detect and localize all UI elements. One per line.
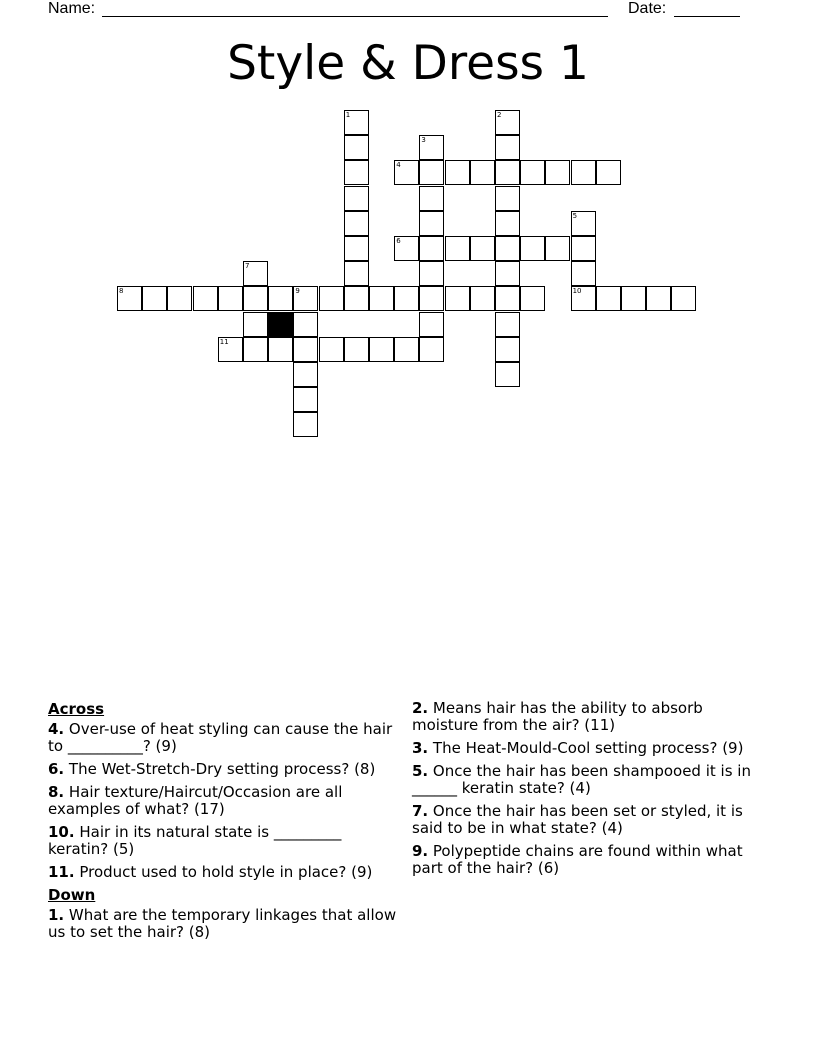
crossword-cell[interactable] [520,160,545,185]
clue-number: 1 [345,111,351,119]
down-clue [412,763,762,797]
crossword-block [268,312,293,337]
crossword-cell[interactable] [495,211,520,236]
crossword-cell[interactable] [268,286,293,311]
clue-number: 6 [396,237,401,245]
clue-text: Means hair has the ability to absorb moisture from the air? (11) [412,699,703,734]
name-label: Name: [48,0,96,17]
crossword-cell[interactable] [545,236,570,261]
clue-text: What are the temporary linkages that allow us to set the hair? (8) [48,906,397,941]
clue-number: 3 [421,136,426,145]
clue-number: 9 [295,287,300,296]
clue-number: 7 [245,262,250,271]
crossword-cell[interactable] [545,160,570,185]
clue-text: Hair in its natural state is _________ keratin? (5) [48,823,342,858]
crossword-cell[interactable] [470,236,495,261]
clue-number: 8 [119,287,124,296]
crossword-cell[interactable] [293,286,318,311]
crossword-cell[interactable] [470,160,495,185]
crossword-cell[interactable] [571,160,596,185]
crossword-cell[interactable] [495,135,520,160]
down-clue [48,907,398,941]
down-clue [412,843,762,877]
crossword-cell[interactable] [445,286,470,311]
clue-text: Polypeptide chains are found within what part of the hair? (6) [412,842,743,877]
down-clue-list-continued [412,700,762,877]
crossword-cell[interactable] [394,236,419,261]
crossword-cell[interactable] [369,337,394,362]
crossword-cell[interactable] [319,337,344,362]
clue-text: Once the hair has been set or styled, it is said to be in what state? (4) [412,802,743,837]
crossword-cell[interactable] [495,286,520,311]
crossword-cell[interactable] [243,337,268,362]
crossword-cell[interactable] [293,387,318,412]
crossword-cell[interactable] [419,236,444,261]
clue-num: 9. [412,842,429,860]
clue-text: Product used to hold style in place? (9) [74,863,373,881]
crossword-cell[interactable] [419,186,444,211]
crossword-cell[interactable] [344,160,369,185]
crossword-cell[interactable] [445,236,470,261]
crossword-cell[interactable] [571,236,596,261]
crossword-cell[interactable] [142,286,167,311]
across-clue [48,761,398,778]
crossword-cell[interactable] [671,286,696,311]
crossword-cell[interactable] [419,160,444,185]
clue-number: 4 [396,161,401,170]
clue-num: 4. [48,720,65,738]
down-clue [412,740,762,757]
date-label: Date: [628,0,667,17]
across-clue-list [48,721,398,881]
crossword-cell[interactable] [344,135,369,160]
crossword-cell[interactable] [470,286,495,311]
crossword-cell[interactable] [646,286,671,311]
crossword-cell[interactable] [369,286,394,311]
crossword-cell[interactable] [419,337,444,362]
crossword-cell[interactable] [419,312,444,337]
crossword-cell[interactable] [394,337,419,362]
across-heading: Across [48,700,105,718]
clue-num: 10. [48,823,75,841]
crossword-cell[interactable] [571,286,596,311]
down-clue [412,700,762,734]
crossword-cell[interactable] [293,362,318,387]
crossword-cell[interactable] [193,286,218,311]
clue-num: 1. [48,906,65,924]
crossword-cell[interactable] [495,186,520,211]
crossword-grid [0,0,816,460]
clue-number: 11 [219,337,229,346]
down-clue-list [48,907,398,941]
crossword-cell[interactable] [394,160,419,185]
clue-num: 2. [412,699,429,717]
crossword-cell[interactable] [495,110,520,135]
crossword-cell[interactable] [495,160,520,185]
clue-num: 5. [412,762,429,780]
clue-num: 11. [48,863,75,881]
crossword-cell[interactable] [293,337,318,362]
clue-num: 3. [412,739,429,757]
crossword-cell[interactable] [419,261,444,286]
page-title: Style & Dress 1 [227,36,589,91]
clue-text: Hair texture/Haircut/Occasion are all examples of what? (17) [48,783,343,818]
down-clue [412,803,762,837]
clue-text: Once the hair has been shampooed it is in ______ keratin state? (4) [412,762,751,797]
crossword-cell[interactable] [218,286,243,311]
crossword-cell[interactable] [243,261,268,286]
across-clue [48,824,398,858]
crossword-cell[interactable] [495,362,520,387]
crossword-cell[interactable] [344,286,369,311]
crossword-cell[interactable] [319,286,344,311]
crossword-cell[interactable] [495,337,520,362]
clue-text: The Wet-Stretch-Dry setting process? (8) [64,760,376,778]
crossword-cell[interactable] [520,236,545,261]
across-clue [48,721,398,755]
crossword-cell[interactable] [495,312,520,337]
crossword-cell[interactable] [394,286,419,311]
crossword-cell[interactable] [419,286,444,311]
crossword-cell[interactable] [495,261,520,286]
clues-right-column [412,700,762,883]
crossword-cell[interactable] [268,337,293,362]
clue-text: The Heat-Mould-Cool setting process? (9) [428,739,744,757]
crossword-cell[interactable] [621,286,646,311]
crossword-cell[interactable] [117,286,142,311]
down-heading: Down [48,886,96,904]
crossword-cell[interactable] [520,286,545,311]
crossword-cell[interactable] [445,160,470,185]
crossword-cell[interactable] [344,261,369,286]
crossword-cell[interactable] [167,286,192,311]
clue-num: 7. [412,802,429,820]
crossword-cell[interactable] [419,135,444,160]
crossword-cell[interactable] [243,286,268,311]
crossword-cell[interactable] [596,160,621,185]
crossword-cell[interactable] [293,412,318,437]
crossword-cell[interactable] [344,186,369,211]
crossword-cell[interactable] [218,337,243,362]
crossword-cell[interactable] [571,261,596,286]
crossword-cell[interactable] [596,286,621,311]
crossword-cell[interactable] [419,211,444,236]
clue-num: 8. [48,783,65,801]
crossword-cell[interactable] [344,211,369,236]
clues-left-column [48,700,398,947]
crossword-cell[interactable] [243,312,268,337]
clue-num: 6. [48,760,65,778]
crossword-cell[interactable] [344,110,369,135]
clue-number: 10 [572,287,582,296]
crossword-cell[interactable] [571,211,596,236]
crossword-cell[interactable] [293,312,318,337]
crossword-cell[interactable] [344,236,369,261]
crossword-cell[interactable] [495,236,520,261]
clue-text: Over-use of heat styling can cause the hair to __________? (9) [48,720,393,755]
across-clue [48,784,398,818]
crossword-cell[interactable] [344,337,369,362]
across-clue [48,864,398,881]
clue-number: 5 [572,211,578,220]
clue-number: 2 [497,111,502,119]
